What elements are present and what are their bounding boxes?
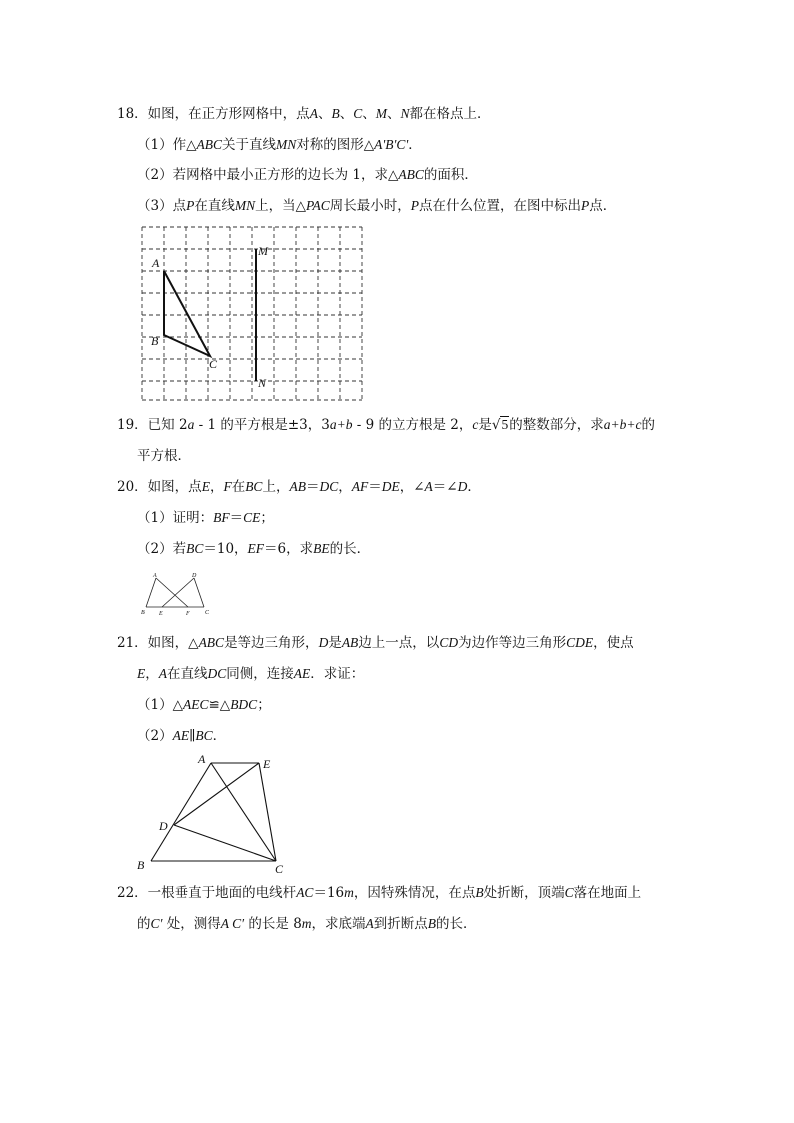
q18-grid-figure (140, 225, 366, 405)
sqrt-5: √5 (491, 417, 509, 433)
q21-line2: E，A在直线DC同侧，连接AE．求证： (137, 666, 365, 682)
label-B: B (141, 610, 145, 616)
q21-figure (135, 752, 295, 877)
q22-line2: 的C′ 处，测得A C′ 的长是 8m，求底端A到折断点B的长． (137, 916, 477, 932)
label-E: E (159, 611, 163, 617)
seg-ec (259, 763, 276, 861)
seg-af (156, 578, 188, 607)
label-A: A (198, 752, 206, 766)
triangle-abc (164, 271, 210, 356)
q18-part1: （1）作△ABC关于直线MN对称的图形△A'B'C'． (137, 137, 422, 153)
seg-dc (174, 825, 276, 861)
q19-line1: 19．已知 2a - 1 的平方根是±3，3a+b - 9 的立方根是 2，c是√5的整数部分，求a+b+c的 (117, 417, 655, 433)
label-B: B (137, 858, 145, 872)
q20-part2: （2）若BC＝10，EF＝6，求BE的长． (137, 541, 371, 557)
label-A: A (152, 256, 160, 270)
label-C: C (205, 610, 210, 616)
label-E: E (263, 757, 271, 771)
label-M: M (258, 244, 268, 258)
grid-lines (142, 227, 362, 400)
q21-part1: （1）△AEC≌△BDC； (137, 697, 271, 713)
q21-part2: （2）AE∥BC． (137, 728, 227, 744)
label-D: D (192, 573, 197, 579)
q18-part3: （3）点P在直线MN上，当△PAC周长最小时，P点在什么位置，在图中标出P点． (137, 198, 617, 214)
q19-line2: 平方根． (137, 448, 191, 464)
q20-figure (140, 570, 220, 618)
label-B: B (151, 334, 159, 348)
q22-line1: 22．一根垂直于地面的电线杆AC＝16m，因特殊情况，在点B处折断，顶端C落在地面上 (117, 885, 642, 901)
q20-part1: （1）证明：BF＝CE； (137, 510, 274, 526)
seg-ab (151, 763, 211, 861)
q18-stem: 18．如图，在正方形网格中，点A、B、C、M、N都在格点上． (117, 106, 491, 122)
q20-stem: 20．如图，点E，F在BC上，AB＝DC，AF＝DE，∠A＝∠D． (117, 479, 481, 495)
seg-ac (211, 763, 276, 861)
seg-de (162, 578, 194, 607)
q21-stem: 21．如图，△ABC是等边三角形，D是AB边上一点，以CD为边作等边三角形CDE，使点 (117, 635, 634, 651)
label-C: C (209, 357, 218, 371)
label-D: D (159, 819, 168, 833)
label-N: N (258, 376, 267, 390)
label-A: A (153, 573, 157, 579)
label-C: C (275, 862, 284, 876)
q18-part2: （2）若网格中最小正方形的边长为 1，求△ABC的面积． (137, 167, 478, 183)
label-F: F (186, 611, 190, 617)
seg-ab (146, 578, 156, 607)
seg-dc (194, 578, 204, 607)
